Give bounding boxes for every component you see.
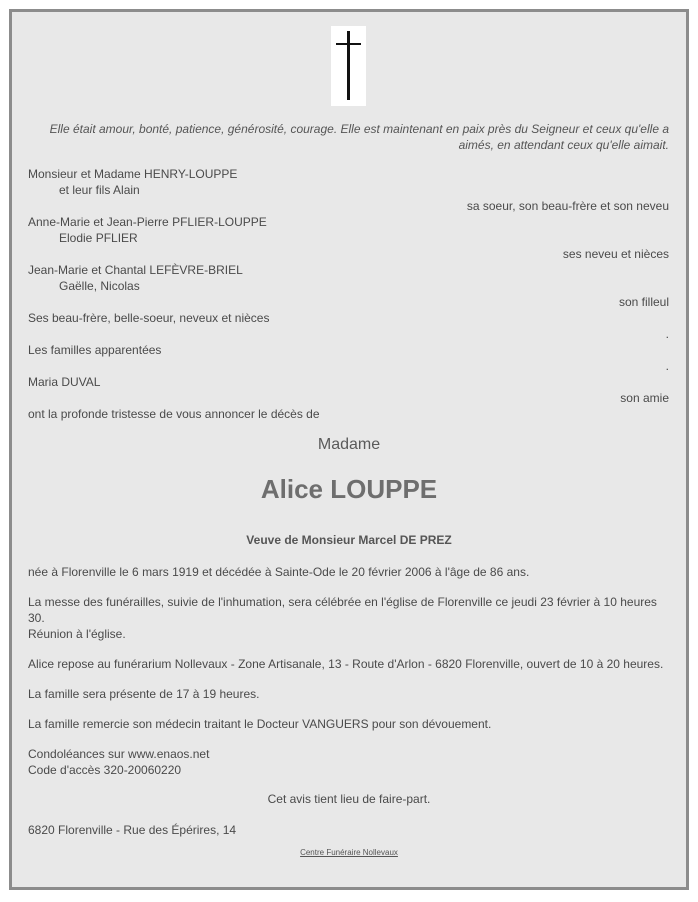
- family-pflier-relation: ses neveu et nièces: [562, 247, 669, 261]
- family-henry-relation: sa soeur, son beau-frère et son neveu: [466, 199, 669, 213]
- family-henry-child: et leur fils Alain: [59, 183, 140, 197]
- family-lefevre-relation: son filleul: [618, 295, 669, 309]
- cross-vertical-bar: [347, 31, 350, 100]
- family-pflier-child: Elodie PFLIER: [59, 231, 138, 245]
- notice-text: Cet avis tient lieu de faire-part.: [267, 792, 431, 806]
- family-presence-info: La famille sera présente de 17 à 19 heures.: [28, 687, 260, 701]
- deceased-title: Madame: [317, 436, 381, 453]
- thanks-text: La famille remercie son médecin traitant le Docteur VANGUERS pour son dévouement.: [28, 717, 492, 731]
- widow-of: Veuve de Monsieur Marcel DE PREZ: [246, 533, 452, 547]
- family-in-laws-relation: .: [665, 327, 669, 341]
- address-text: 6820 Florenville - Rue des Épérires, 14: [28, 823, 237, 837]
- meeting-info: Réunion à l'église.: [28, 627, 126, 641]
- family-duval-relation: son amie: [620, 391, 669, 405]
- cross-icon: [331, 26, 366, 106]
- family-lefevre-child: Gaëlle, Nicolas: [59, 279, 140, 293]
- birth-death-info: née à Florenville le 6 mars 1919 et décédée à Sainte-Ode le 20 février 2006 à l'âge de 86 ans.: [28, 565, 530, 579]
- cross-horizontal-bar: [336, 43, 361, 45]
- access-code-text: Code d'accès 320-20060220: [28, 763, 182, 777]
- condolences-text: Condoléances sur www.enaos.net: [28, 747, 210, 761]
- funeral-mass-info: La messe des funérailles, suivie de l'inhumation, sera célébrée en l'église de Florenville ce jeudi 23 février à 10 heures 30.: [28, 595, 657, 625]
- memorial-quote: Elle était amour, bonté, patience, générosité, courage. Elle est maintenant en paix près du Seigneur et ceux qu'elle a aimés, en attendant ceux qu'elle aimait.: [49, 122, 669, 152]
- family-henry-louppe: Monsieur et Madame HENRY-LOUPPE: [28, 167, 238, 181]
- family-pflier: Anne-Marie et Jean-Pierre PFLIER-LOUPPE: [28, 215, 267, 229]
- announcement-text: ont la profonde tristesse de vous annoncer le décès de: [28, 407, 320, 421]
- family-related: Les familles apparentées: [28, 343, 162, 357]
- family-lefevre: Jean-Marie et Chantal LEFÈVRE-BRIEL: [28, 263, 243, 277]
- deceased-name: Alice LOUPPE: [260, 474, 438, 504]
- funeral-home-info: Alice repose au funérarium Nollevaux - Zone Artisanale, 13 - Route d'Arlon - 6820 Florenville, ouvert de 10 à 20 heures.: [28, 657, 664, 671]
- family-related-relation: .: [665, 359, 669, 373]
- family-duval: Maria DUVAL: [28, 375, 101, 389]
- funeral-center-link[interactable]: Centre Funéraire Nollevaux: [300, 848, 398, 857]
- family-in-laws: Ses beau-frère, belle-soeur, neveux et nièces: [28, 311, 270, 325]
